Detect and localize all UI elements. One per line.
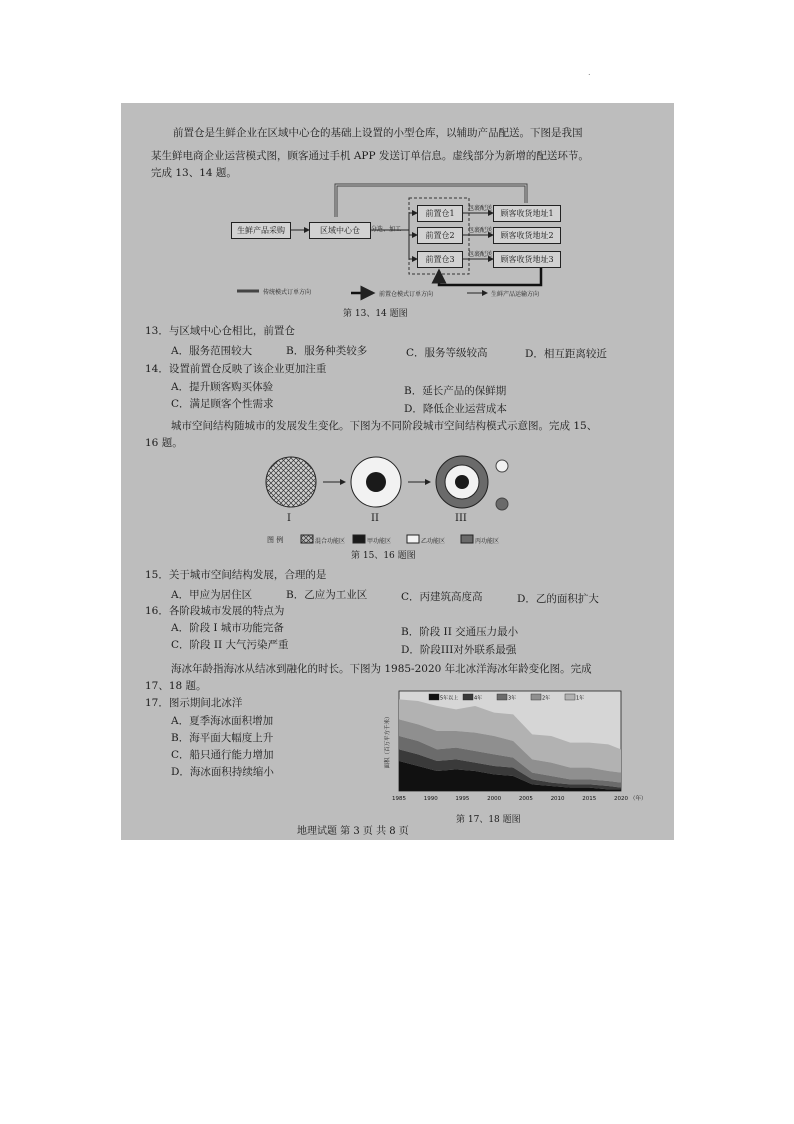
legend-front-warehouse: 前置仓模式订单方向: [379, 291, 434, 298]
q17-option-a: A．夏季海冰面积增加: [171, 715, 274, 727]
legend-traditional: 传统模式订单方向: [263, 289, 312, 296]
box-address-1: 顾客收货地址1: [493, 205, 561, 222]
intro-13-line-3: 完成 13、14 题。: [151, 167, 237, 179]
q15-option-a: A．甲应为居住区: [171, 589, 253, 601]
intro-13-line-1: 前置仓是生鲜企业在区域中心仓的基础上设置的小型仓库，以辅助产品配送。下图是我国: [173, 127, 583, 139]
q13-option-c: C．服务等级较高: [406, 347, 488, 359]
q15-stem: 15．关于城市空间结构发展，合理的是: [145, 569, 327, 581]
legend-swatch-3: [531, 694, 541, 700]
q17-option-b: B．海平面大幅度上升: [171, 732, 274, 744]
label-delivery-1: 包裹配送: [468, 205, 493, 212]
city-legend-title: 图 例: [267, 536, 284, 544]
stage-2-inner-circle: [366, 472, 386, 492]
label-delivery-3: 包裹配送: [468, 251, 493, 258]
city-legend-mixed: 混合功能区: [315, 538, 346, 545]
y-axis-label: 面积（百万平方千米）: [385, 713, 391, 769]
q17-option-d: D．海冰面积持续缩小: [171, 766, 274, 778]
box-center-warehouse: 区域中心仓: [309, 222, 371, 239]
intro-17-line-2: 17、18 题。: [145, 680, 207, 692]
x-tick-label: 2010: [550, 796, 565, 802]
box-address-2: 顾客收货地址2: [493, 227, 561, 244]
intro-17-line-1: 海冰年龄指海冰从结冰到融化的时长。下图为 1985-2020 年北冰洋海冰年龄变化图。完成: [171, 663, 592, 675]
legend-label-0: 5年以上: [440, 695, 459, 702]
stage-label-2: II: [371, 513, 379, 524]
intro-15-line-2: 16 题。: [145, 437, 183, 449]
city-legend-yi: 乙功能区: [421, 538, 446, 545]
box-purchase: 生鲜产品采购: [231, 222, 291, 239]
intro-13-line-2: 某生鲜电商企业运营模式图，顾客通过手机 APP 发送订单信息。虚线部分为新增的配送环节。: [151, 150, 589, 162]
stage-label-1: I: [287, 513, 291, 524]
legend-label-4: 1年: [576, 695, 585, 702]
q13-option-a: A．服务范围较大: [171, 345, 253, 357]
stage-3-satellite-light: [496, 460, 508, 472]
q14-option-a: A．提升顾客购买体验: [171, 381, 274, 393]
flow-diagram-lines: [121, 103, 674, 313]
q13-stem: 13．与区域中心仓相比，前置仓: [145, 325, 295, 337]
legend-transport: 生鲜产品运输方向: [491, 291, 540, 298]
q16-option-d: D．阶段III对外联系最强: [401, 644, 517, 656]
x-tick-label: 2000: [487, 796, 502, 802]
box-front-warehouse-2: 前置仓2: [417, 227, 463, 244]
city-legend-bing: 丙功能区: [475, 538, 500, 545]
legend-label-1: 4年: [474, 695, 483, 702]
legend-label-3: 2年: [542, 695, 551, 702]
q15-option-c: C．丙建筑高度高: [401, 591, 483, 603]
q14-option-d: D．降低企业运营成本: [404, 403, 507, 415]
legend-swatch-0: [429, 694, 439, 700]
q13-option-b: B．服务种类较多: [286, 345, 368, 357]
x-axis-label: （年）: [630, 796, 647, 802]
sea-ice-age-chart: [379, 685, 647, 815]
q16-stem: 16．各阶段城市发展的特点为: [145, 605, 285, 617]
page-footer: 地理试题 第 3 页 共 8 页: [297, 826, 409, 837]
stage-label-3: III: [455, 513, 467, 524]
q15-option-d: D．乙的面积扩大: [517, 593, 599, 605]
x-tick-label: 2005: [518, 796, 533, 802]
box-address-3: 顾客收货地址3: [493, 251, 561, 268]
label-process: 分选、加工: [371, 226, 402, 233]
chart-caption: 第 17、18 题图: [456, 815, 521, 825]
box-front-warehouse-1: 前置仓1: [417, 205, 463, 222]
x-tick-label: 1990: [423, 796, 438, 802]
city-legend-jia: 甲功能区: [367, 538, 392, 545]
stage-3-satellite-dark: [496, 498, 508, 510]
label-delivery-2: 包裹配送: [468, 227, 493, 234]
q17-stem: 17．图示期间北冰洋: [145, 697, 243, 709]
q14-option-b: B．延长产品的保鲜期: [404, 385, 507, 397]
q14-option-c: C．满足顾客个性需求: [171, 398, 274, 410]
legend-swatch-1: [463, 694, 473, 700]
q15-option-b: B．乙应为工业区: [286, 589, 368, 601]
box-front-warehouse-3: 前置仓3: [417, 251, 463, 268]
x-tick-label: 1985: [392, 796, 406, 802]
legend-swatch-2: [497, 694, 507, 700]
q16-option-a: A．阶段 I 城市功能完备: [171, 622, 284, 634]
q16-option-b: B．阶段 II 交通压力最小: [401, 626, 519, 638]
city-structure-diagram: [121, 448, 674, 563]
x-tick-label: 1995: [455, 796, 470, 802]
q16-option-c: C．阶段 II 大气污染严重: [171, 639, 289, 651]
legend-label-2: 3年: [508, 695, 517, 702]
corner-mark: .: [588, 68, 591, 77]
q13-option-d: D．相互距离较近: [525, 348, 607, 360]
exam-sheet: [121, 103, 674, 840]
legend-swatch-4: [565, 694, 575, 700]
city-caption: 第 15、16 题图: [351, 551, 416, 561]
flow-caption: 第 13、14 题图: [343, 309, 408, 319]
q14-stem: 14．设置前置仓反映了该企业更加注重: [145, 363, 327, 375]
q17-option-c: C．船只通行能力增加: [171, 749, 274, 761]
intro-15-line-1: 城市空间结构随城市的发展发生变化。下图为不同阶段城市空间结构模式示意图。完成 15、: [171, 420, 598, 432]
x-tick-label: 2015: [582, 796, 597, 802]
x-tick-label: 2020: [614, 796, 628, 802]
